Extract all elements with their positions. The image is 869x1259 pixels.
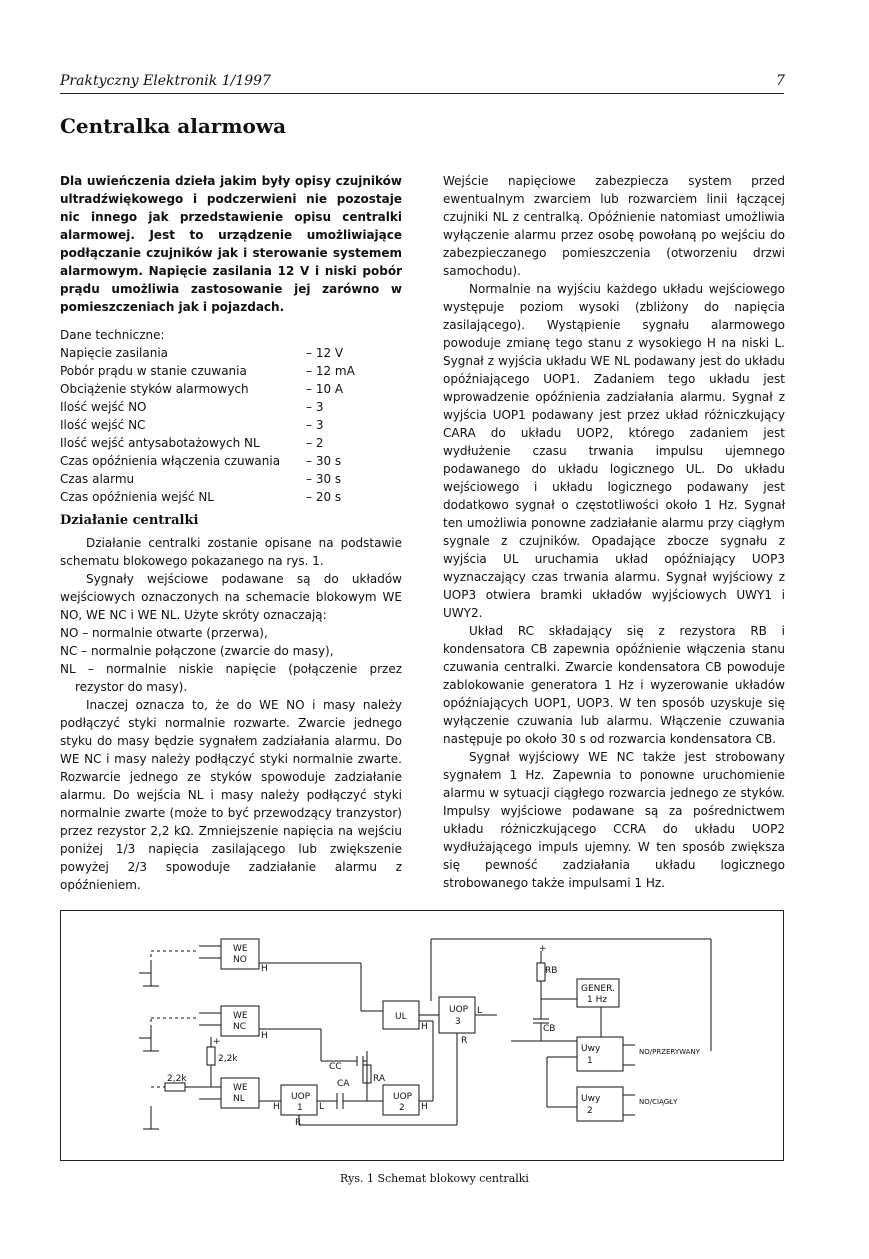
body-paragraph: Inaczej oznacza to, że do WE NO i masy należy podłączyć styki normalnie rozwarte. Zwarcie jednego styku do masy będzie sygnałem zadziałania alarmu. Do WE NC i masy należy podłączyć styki normalnie zwarte. Rozwarcie jednego ze styków spowoduje zadziałanie alarmu. Do wejścia NL i masy należy podłączyć styki normalnie zwarte (może to być przewodzący tranzystor) przez rezystor 2,2 kΩ. Zmniejszenie napięcia na wejściu poniżej 1/3 napięcia zasilającego lub zwiększenie powyżej 2/3 spowoduje zadziałanie alarmu z opóźnieniem.: [60, 698, 402, 892]
body-paragraph: Działanie centralki zostanie opisane na podstawie schematu blokowego pokazanego na rys. 1.: [60, 536, 402, 568]
uop2-label: UOP: [393, 1092, 413, 1102]
body-paragraph: Sygnał wyjściowy WE NC także jest strobowany sygnałem 1 Hz. Zapewnia to ponowne uruchomienie alarmu w sytuacji ciągłego rozwarcia jednego ze styków. Impulsy wyjściowe podawane są za pośrednictwem układu różniczkującego CCRA do układu UOP2 wydłużającego impuls ujemny. W ten sposób zwiększa się pewność zadziałania układu logicznego strobowanego także impulsami 1 Hz.: [443, 750, 785, 890]
spec-value: – 12 V: [306, 346, 344, 360]
body-paragraph: Układ RC składający się z rezystora RB i kondensatora CB zapewnia opóźnienie włączenia stanu czuwania centralki. Zwarcie kondensatora CB powoduje zablokowanie generatora 1 Hz i wyzerowanie układów opóźniających UOP1, UOP3. W ten sposób uzyskuje się wyłączenie czuwania lub alarmu. Włączenie czuwania następuje po około 30 s od rozwarcia kondensatora CB.: [443, 624, 785, 746]
spec-row: [60, 380, 402, 398]
resistor-label: 2,2k: [167, 1074, 187, 1084]
spec-value: – 20 s: [306, 490, 342, 504]
we-nl-label: WE: [233, 1083, 248, 1093]
lead-paragraph: Dla uwieńczenia dzieła jakim były opisy czujników ultradźwiękowego i podczerwieni nie pozostaje nic innego jak przedstawienie opisu centralki alarmowej. Jest to urządzenie umożliwiające podłączanie czujników jak i sterowanie systemem alarmowym. Napięcie zasilania 12 V i niski pobór prądu umożliwia zastosowanie jej zarówno w pomieszczeniach jak i pojazdach.: [60, 174, 402, 314]
column-left: [60, 172, 402, 894]
spec-value: – 30 s: [306, 472, 342, 486]
uop2-label: 2: [399, 1103, 405, 1113]
header-rule: [60, 93, 784, 94]
uop3-label: UOP: [449, 1005, 469, 1015]
spec-label: Ilość wejść NO: [60, 400, 147, 414]
resistor-label: 2,2k: [218, 1054, 238, 1064]
generator-label: GENER.: [581, 984, 615, 994]
we-no-label: NO: [233, 955, 247, 965]
cb-label: CB: [543, 1024, 556, 1034]
spec-row: [60, 398, 402, 416]
spec-row: [60, 416, 402, 434]
spec-row: [60, 344, 402, 362]
uop1-label: UOP: [291, 1092, 311, 1102]
switch-nc: [139, 1018, 196, 1051]
ca-label: CA: [337, 1079, 350, 1089]
input-terminals: [199, 946, 221, 1099]
abbreviation-item: NO – normalnie otwarte (przerwa),: [60, 626, 268, 640]
journal-header: Praktyczny Elektronik 1/1997: [60, 73, 271, 89]
we-nc-label: NC: [233, 1022, 247, 1032]
spec-value: – 3: [306, 400, 324, 414]
we-no-label: WE: [233, 944, 248, 954]
spec-row: [60, 452, 402, 470]
h-label: H: [261, 964, 268, 974]
spec-label: Pobór prądu w stanie czuwania: [60, 364, 247, 378]
switch-nl: [143, 1083, 201, 1129]
abbreviation-list: [60, 624, 402, 696]
resistor-22k: [207, 1047, 215, 1065]
uwy2-label: Uwy: [581, 1094, 601, 1104]
body-paragraph: Sygnały wejściowe podawane są do układów wejściowych oznaczonych na schemacie blokowym WE NO, WE NC i WE NL. Użyte skróty oznaczają:: [60, 572, 402, 622]
we-nl-label: NL: [233, 1094, 245, 1104]
abbreviation-item: NC – normalnie połączone (zwarcie do masy),: [60, 644, 334, 658]
spec-value: – 2: [306, 436, 324, 450]
spec-label: Czas opóźnienia włączenia czuwania: [60, 454, 281, 468]
rb-label: RB: [545, 966, 558, 976]
spec-label: Ilość wejść NC: [60, 418, 146, 432]
h-label: H: [261, 1031, 268, 1041]
we-nc-label: WE: [233, 1011, 248, 1021]
specs-heading: Dane techniczne:: [60, 328, 165, 342]
switch-no: [139, 951, 196, 986]
spec-value: – 12 mA: [306, 364, 355, 378]
r-label: R: [461, 1036, 468, 1046]
page-number: 7: [776, 73, 785, 89]
figure-caption: Rys. 1 Schemat blokowy centralki: [340, 1172, 529, 1185]
uwy2-block: [577, 1087, 623, 1121]
section-title: Działanie centralki: [60, 513, 199, 528]
h-label: H: [421, 1102, 428, 1112]
cc-label: CC: [329, 1062, 342, 1072]
spec-value: – 3: [306, 418, 324, 432]
spec-value: – 30 s: [306, 454, 342, 468]
uwy1-block: [577, 1037, 623, 1071]
specs-table: [60, 326, 402, 506]
ra-label: RA: [373, 1074, 386, 1084]
spec-row: [60, 362, 402, 380]
uop3-label: 3: [455, 1017, 461, 1027]
ul-label: UL: [395, 1012, 407, 1022]
uwy2-label: 2: [587, 1106, 593, 1116]
l-label: L: [477, 1006, 483, 1016]
output-label-continuous: NO/CIĄGŁY: [639, 1098, 678, 1106]
spec-label: Obciążenie styków alarmowych: [60, 382, 249, 396]
r-label: R: [295, 1118, 302, 1128]
article-title: Centralka alarmowa: [60, 114, 287, 138]
spec-label: Ilość wejść antysabotażowych NL: [60, 436, 260, 450]
spec-label: Czas opóźnienia wejść NL: [60, 490, 214, 504]
h-label: H: [273, 1102, 280, 1112]
spec-value: – 10 A: [306, 382, 344, 396]
l-label: L: [319, 1102, 325, 1112]
spec-row: [60, 434, 402, 452]
body-paragraph: Normalnie na wyjściu każdego układu wejściowego występuje poziom wysoki (zbliżony do napięcia zasilającego). Wystąpienie sygnału alarmowego powoduje zmianę tego stanu z wysokiego H na niski L. Sygnał z wyjścia układu WE NL podawany jest do układu opóźniającego UOP1. Zadaniem tego układu jest wprowadzenie opóźnienia zadziałania alarmu. Sygnał z wyjścia UOP1 podawany jest przez układ różniczkujący CARA do układu UOP2, którego zadaniem jest wydłużenie czasu trwania impulsu ujemnego podawanego do układu logicznego UL. Do układu wejściowego i układu logicznego podawany jest dodatkowo sygnał o częstotliwości około 1 Hz. Sygnał ten umożliwia ponowne zadziałanie alarmu przy ciągłym sygnale z czujników. Opadające zbocze sygnału z wyjścia UL uruchamia układ opóźniający UOP3 wyznaczający czas trwania alarmu. Sygnał wyjściowy z UOP3 otwiera bramki układów wyjściowych UWY1 i UWY2.: [443, 282, 785, 620]
abbreviation-item: NL – normalnie niskie napięcie (połączenie przez rezystor do masy).: [60, 662, 402, 694]
body-paragraph: Wejście napięciowe zabezpiecza system przed ewentualnym zwarciem lub rozwarciem linii łączącej czujniki NL z centralką. Opóźnienie natomiast umożliwia wyłączenie alarmu przez osobę powołaną po wejściu do zabezpieczanego pomieszczenia (otworzeniu drzwi samochodu).: [443, 174, 785, 278]
uop1-label: 1: [297, 1103, 303, 1113]
plus-label: +: [213, 1037, 221, 1047]
output-label-interrupted: NO/PRZERYWANY: [639, 1048, 700, 1056]
column-right: [443, 172, 785, 892]
uop3-block: [439, 997, 475, 1033]
spec-label: Napięcie zasilania: [60, 346, 169, 360]
plus-label: +: [539, 944, 547, 954]
block-diagram-figure: [60, 910, 784, 1161]
h-label: H: [421, 1022, 428, 1032]
generator-label: 1 Hz: [587, 995, 608, 1005]
uwy1-label: Uwy: [581, 1044, 601, 1054]
spec-row: [60, 470, 402, 488]
uwy1-label: 1: [587, 1056, 593, 1066]
spec-row: [60, 488, 402, 506]
spec-label: Czas alarmu: [60, 472, 135, 486]
